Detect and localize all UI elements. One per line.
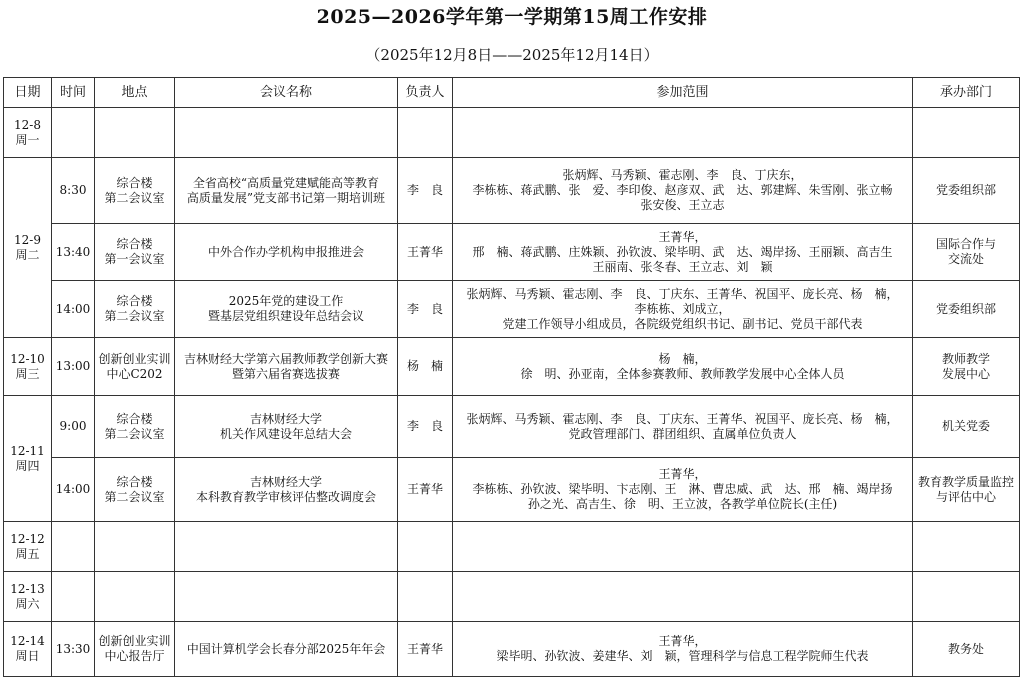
date-label: 12-8 bbox=[14, 117, 41, 132]
schedule-body bbox=[4, 108, 1020, 677]
header-person: 负责人 bbox=[398, 78, 453, 108]
table-row bbox=[4, 396, 1020, 458]
empty-cell bbox=[398, 522, 453, 572]
empty-cell bbox=[913, 572, 1020, 622]
cell-line: 王丽南、张冬春、王立志、刘 颖 bbox=[592, 259, 773, 274]
meeting-name-cell bbox=[175, 622, 398, 677]
cell-line: 党委组织部 bbox=[935, 301, 996, 316]
cell-line: 中国计算机学会长春分部2025年年会 bbox=[186, 641, 386, 656]
cell-line: 高质量发展”党支部书记第一期培训班 bbox=[186, 190, 386, 205]
cell-line: 综合楼 bbox=[116, 175, 153, 190]
place-cell bbox=[95, 158, 175, 224]
attendees-cell bbox=[453, 396, 913, 458]
cell-line: 李栋栋、孙钦波、梁毕明、卞志刚、王 淋、曹忠威、武 达、邢 楠、竭岸扬 bbox=[472, 482, 893, 496]
organizer-dept-cell bbox=[913, 281, 1020, 338]
cell-line: 徐 明、孙亚南，全体参赛教师、教师教学发展中心全体人员 bbox=[520, 366, 845, 381]
empty-cell bbox=[175, 108, 398, 158]
time-cell: 13:00 bbox=[52, 338, 95, 396]
organizer-dept-cell bbox=[913, 396, 1020, 458]
cell-line: 第二会议室 bbox=[104, 190, 165, 205]
cell-line: 发展中心 bbox=[941, 366, 990, 381]
table-row bbox=[4, 281, 1020, 338]
time-cell: 8:30 bbox=[52, 158, 95, 224]
cell-line: 党委组织部 bbox=[935, 183, 996, 197]
meeting-name-cell bbox=[175, 458, 398, 522]
place-cell bbox=[95, 622, 175, 677]
meeting-name-cell bbox=[175, 224, 398, 281]
cell-line: 吉林财经大学 bbox=[249, 411, 322, 426]
day-date-cell bbox=[4, 338, 52, 396]
empty-cell bbox=[398, 108, 453, 158]
cell-line: 创新创业实训 bbox=[98, 634, 171, 648]
person-in-charge-cell: 李 良 bbox=[398, 396, 453, 458]
time-cell: 14:00 bbox=[52, 458, 95, 522]
attendees-cell bbox=[453, 622, 913, 677]
cell-line: 暨第六届省赛选拔赛 bbox=[231, 366, 340, 381]
time-cell: 13:30 bbox=[52, 622, 95, 677]
cell-line: 创新创业实训 bbox=[98, 351, 171, 366]
weekday-label: 周一 bbox=[15, 132, 40, 147]
cell-line: 第二会议室 bbox=[104, 309, 165, 323]
attendees-cell bbox=[453, 281, 913, 338]
organizer-dept-cell bbox=[913, 224, 1020, 281]
cell-line: 综合楼 bbox=[116, 294, 153, 308]
header-row bbox=[4, 78, 1020, 108]
attendees-cell bbox=[453, 338, 913, 396]
cell-line: 教师教学 bbox=[941, 351, 990, 366]
cell-line: 与评估中心 bbox=[935, 489, 996, 504]
attendees-cell bbox=[453, 458, 913, 522]
weekday-label: 周三 bbox=[15, 366, 40, 381]
table-row bbox=[4, 622, 1020, 677]
date-label: 12-14 bbox=[10, 634, 45, 648]
empty-cell bbox=[52, 572, 95, 622]
day-date-cell bbox=[4, 522, 52, 572]
time-cell: 13:40 bbox=[52, 224, 95, 281]
cell-line: 张炳辉、马秀颖、霍志刚、李 良、丁庆东、王菁华、祝国平、庞长亮、杨 楠， bbox=[466, 286, 899, 301]
empty-cell bbox=[52, 522, 95, 572]
cell-line: 机关党委 bbox=[941, 419, 990, 433]
day-date-cell bbox=[4, 396, 52, 522]
table-row bbox=[4, 338, 1020, 396]
page-title: 2025—2026学年第一学期第15周工作安排 bbox=[316, 6, 708, 28]
cell-line: 2025年党的建设工作 bbox=[228, 294, 344, 308]
cell-line: 中外合作办学机构申报推进会 bbox=[207, 244, 364, 259]
weekday-label: 周二 bbox=[15, 247, 40, 262]
cell-line: 暨基层党组织建设年总结会议 bbox=[207, 309, 364, 323]
table-row bbox=[4, 158, 1020, 224]
cell-line: 第一会议室 bbox=[104, 252, 165, 266]
time-cell: 9:00 bbox=[52, 396, 95, 458]
cell-line: 王菁华， bbox=[658, 467, 707, 481]
empty-cell bbox=[913, 108, 1020, 158]
cell-line: 教务处 bbox=[947, 641, 984, 656]
person-in-charge-cell: 王菁华 bbox=[398, 458, 453, 522]
cell-line: 杨 楠， bbox=[658, 351, 707, 366]
cell-line: 邢 楠、蒋武鹏、庄姝颖、孙钦波、梁毕明、武 达、竭岸扬、王丽颖、高吉生 bbox=[472, 244, 893, 259]
cell-line: 李栋栋、蒋武鹏、张 爱、李印俊、赵彦双、武 达、郭建辉、朱雪刚、张立畅 bbox=[472, 183, 893, 197]
cell-line: 孙之光、高吉生、徐 明、王立波，各教学单位院长(主任) bbox=[527, 497, 838, 511]
place-cell bbox=[95, 396, 175, 458]
empty-cell bbox=[95, 572, 175, 622]
day-date-cell bbox=[4, 622, 52, 677]
weekday-label: 周四 bbox=[15, 458, 40, 473]
cell-line: 交流处 bbox=[947, 252, 984, 266]
cell-line: 王菁华， bbox=[658, 229, 707, 244]
cell-line: 吉林财经大学 bbox=[249, 474, 322, 489]
cell-line: 机关作风建设年总结大会 bbox=[219, 426, 352, 441]
empty-cell bbox=[453, 108, 913, 158]
place-cell bbox=[95, 458, 175, 522]
cell-line: 中心报告厅 bbox=[104, 649, 165, 663]
organizer-dept-cell bbox=[913, 458, 1020, 522]
cell-line: 国际合作与 bbox=[935, 237, 996, 251]
table-row bbox=[4, 522, 1020, 572]
organizer-dept-cell bbox=[913, 622, 1020, 677]
cell-line: 梁毕明、孙钦波、姜建华、刘 颖，管理科学与信息工程学院师生代表 bbox=[496, 649, 869, 663]
person-in-charge-cell: 王菁华 bbox=[398, 622, 453, 677]
empty-cell bbox=[95, 522, 175, 572]
cell-line: 综合楼 bbox=[116, 411, 153, 426]
person-in-charge-cell: 李 良 bbox=[398, 158, 453, 224]
header-dept: 承办部门 bbox=[913, 78, 1020, 108]
date-label: 12-13 bbox=[10, 581, 45, 596]
empty-cell bbox=[453, 572, 913, 622]
table-row bbox=[4, 108, 1020, 158]
header-date: 日期 bbox=[4, 78, 52, 108]
organizer-dept-cell bbox=[913, 158, 1020, 224]
place-cell bbox=[95, 224, 175, 281]
person-in-charge-cell: 王菁华 bbox=[398, 224, 453, 281]
meeting-name-cell bbox=[175, 281, 398, 338]
date-label: 12-10 bbox=[10, 351, 45, 366]
place-cell bbox=[95, 338, 175, 396]
cell-line: 教育教学质量监控 bbox=[917, 474, 1014, 489]
organizer-dept-cell bbox=[913, 338, 1020, 396]
time-cell: 14:00 bbox=[52, 281, 95, 338]
cell-line: 综合楼 bbox=[116, 474, 153, 489]
cell-line: 张安俊、王立志 bbox=[640, 198, 725, 212]
header-place: 地点 bbox=[95, 78, 175, 108]
header-scope: 参加范围 bbox=[453, 78, 913, 108]
date-label: 12-9 bbox=[14, 232, 41, 247]
day-date-cell bbox=[4, 108, 52, 158]
meeting-name-cell bbox=[175, 338, 398, 396]
table-row bbox=[4, 458, 1020, 522]
day-date-cell bbox=[4, 158, 52, 338]
cell-line: 党建工作领导小组成员，各院级党组织书记、副书记、党员干部代表 bbox=[502, 316, 863, 331]
empty-cell bbox=[175, 572, 398, 622]
table-row bbox=[4, 224, 1020, 281]
empty-cell bbox=[175, 522, 398, 572]
empty-cell bbox=[95, 108, 175, 158]
header-meeting: 会议名称 bbox=[175, 78, 398, 108]
cell-line: 全省高校“高质量党建赋能高等教育 bbox=[192, 175, 380, 190]
cell-line: 王菁华， bbox=[658, 634, 707, 648]
person-in-charge-cell: 杨 楠 bbox=[398, 338, 453, 396]
date-label: 12-11 bbox=[10, 443, 45, 458]
cell-line: 吉林财经大学第六届教师教学创新大赛 bbox=[183, 351, 388, 366]
cell-line: 综合楼 bbox=[116, 237, 153, 251]
cell-line: 张炳辉、马秀颖、霍志刚、李 良、丁庆东、王菁华、祝国平、庞长亮、杨 楠， bbox=[466, 411, 899, 426]
day-date-cell bbox=[4, 572, 52, 622]
meeting-name-cell bbox=[175, 158, 398, 224]
cell-line: 李栋栋、刘成立， bbox=[634, 301, 731, 316]
cell-line: 第二会议室 bbox=[104, 426, 165, 441]
person-in-charge-cell: 李 良 bbox=[398, 281, 453, 338]
weekday-label: 周日 bbox=[15, 649, 40, 663]
schedule-table bbox=[3, 77, 1020, 677]
date-range-subtitle: （2025年12月8日——2025年12月14日） bbox=[365, 46, 659, 64]
table-row bbox=[4, 572, 1020, 622]
header-time: 时间 bbox=[52, 78, 95, 108]
meeting-name-cell bbox=[175, 396, 398, 458]
empty-cell bbox=[453, 522, 913, 572]
empty-cell bbox=[913, 522, 1020, 572]
empty-cell bbox=[52, 108, 95, 158]
attendees-cell bbox=[453, 224, 913, 281]
date-label: 12-12 bbox=[10, 531, 45, 546]
cell-line: 本科教育教学审核评估整改调度会 bbox=[195, 489, 376, 504]
weekday-label: 周六 bbox=[15, 596, 40, 611]
place-cell bbox=[95, 281, 175, 338]
cell-line: 党政管理部门、群团组织、直属单位负责人 bbox=[568, 426, 797, 441]
empty-cell bbox=[398, 572, 453, 622]
cell-line: 张炳辉、马秀颖、霍志刚、李 良、丁庆东， bbox=[562, 168, 803, 182]
attendees-cell bbox=[453, 158, 913, 224]
cell-line: 中心C202 bbox=[106, 366, 163, 381]
cell-line: 第二会议室 bbox=[104, 489, 165, 504]
weekday-label: 周五 bbox=[15, 546, 40, 561]
